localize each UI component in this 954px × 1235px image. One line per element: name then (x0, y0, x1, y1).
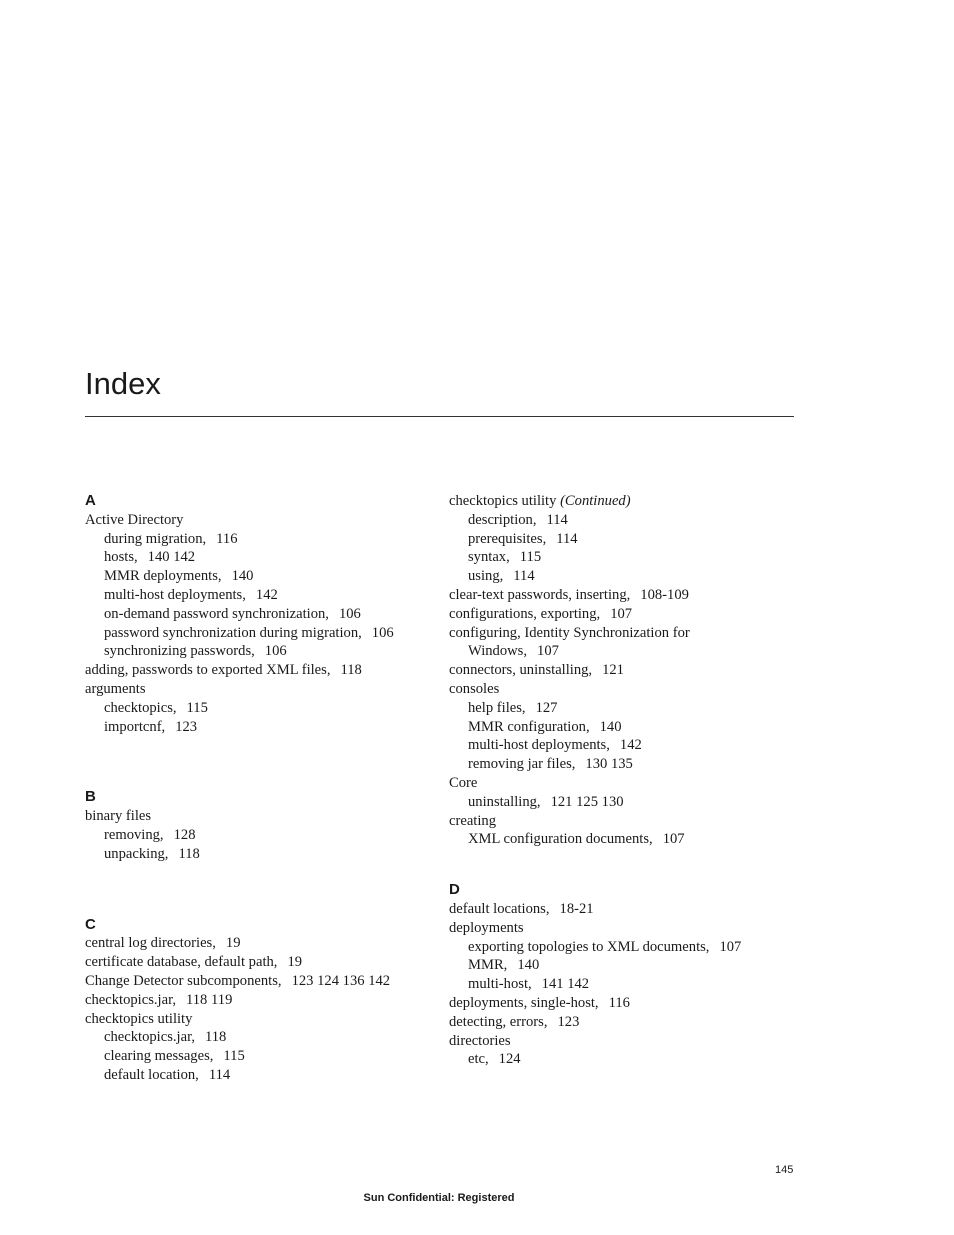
section-letter-a: A (85, 492, 96, 509)
index-subentry: during migration, 116 (104, 530, 238, 547)
index-subentry: password synchronization during migration, 106 (104, 624, 394, 641)
index-entry: default locations, 18-21 (449, 900, 594, 917)
index-subentry: MMR deployments, 140 (104, 568, 254, 585)
index-entry: binary files (85, 808, 152, 825)
index-entry: directories (449, 1032, 511, 1049)
index-subentry: uninstalling, 121 125 130 (468, 793, 624, 810)
index-entry: clear-text passwords, inserting, 108-109 (449, 586, 689, 603)
index-subentry: exporting topologies to XML documents, 107 (468, 938, 742, 955)
index-entry: central log directories, 19 (85, 935, 241, 952)
index-entry: checktopics utility (85, 1010, 193, 1027)
index-entry: configuring, Identity Synchronization for (449, 624, 690, 641)
index-column-left (85, 492, 430, 1085)
index-entry: deployments (449, 919, 524, 936)
index-subentry: clearing messages, 115 (104, 1048, 245, 1065)
index-subentry: using, 114 (468, 568, 535, 585)
index-entry: Active Directory (85, 511, 184, 528)
index-subentry: etc, 124 (468, 1051, 521, 1068)
index-subentry: checktopics.jar, 118 (104, 1029, 227, 1046)
index-subentry: prerequisites, 114 (468, 530, 578, 547)
index-subentry: checktopics, 115 (104, 699, 208, 716)
footer-confidential: Sun Confidential: Registered (363, 1192, 515, 1204)
index-subentry: removing, 128 (104, 826, 196, 843)
index-subentry: on-demand password synchronization, 106 (104, 605, 361, 622)
index-subentry: multi-host deployments, 142 (468, 737, 642, 754)
section-letter-c: C (85, 915, 96, 933)
index-entry: configurations, exporting, 107 (449, 605, 633, 622)
index-subentry: synchronizing passwords, 106 (104, 643, 287, 660)
index-subentry: description, 114 (468, 511, 568, 528)
page-title: Index (85, 366, 161, 401)
title-divider (85, 416, 794, 417)
index-subentry: unpacking, 118 (104, 845, 200, 862)
section-letter-d: D (449, 881, 460, 899)
page-number: 145 (775, 1164, 794, 1176)
index-subentry: syntax, 115 (468, 549, 542, 566)
index-entry-continuation: Windows, 107 (468, 643, 559, 660)
index-subentry: default location, 114 (104, 1066, 231, 1083)
section-letter-b: B (85, 788, 96, 806)
index-subentry: MMR configuration, 140 (468, 718, 622, 735)
index-entry: connectors, uninstalling, 121 (449, 662, 624, 679)
index-entry: creating (449, 812, 496, 829)
index-subentry: multi-host, 141 142 (468, 976, 590, 993)
index-subentry: removing jar files, 130 135 (468, 756, 633, 773)
index-entry: checktopics utility (Continued) (449, 493, 631, 509)
index-subentry: hosts, 140 142 (104, 549, 196, 566)
index-entry: consoles (449, 680, 500, 697)
index-entry: Core (449, 774, 478, 791)
index-subentry: importcnf, 123 (104, 718, 198, 735)
index-entry: checktopics.jar, 118 119 (85, 991, 233, 1008)
index-subentry: XML configuration documents, 107 (468, 831, 685, 848)
index-entry: Change Detector subcomponents, 123 124 136 142 (85, 972, 391, 989)
index-subentry: multi-host deployments, 142 (104, 586, 278, 603)
index-entry: adding, passwords to exported XML files, 118 (85, 662, 362, 679)
index-subentry: MMR, 140 (468, 957, 540, 974)
index-entry: detecting, errors, 123 (449, 1013, 580, 1030)
index-entry: certificate database, default path, 19 (85, 954, 303, 971)
index-entry: arguments (85, 680, 146, 697)
index-subentry: help files, 127 (468, 699, 558, 716)
index-entry: deployments, single-host, 116 (449, 994, 630, 1011)
index-column-right (449, 492, 794, 1069)
